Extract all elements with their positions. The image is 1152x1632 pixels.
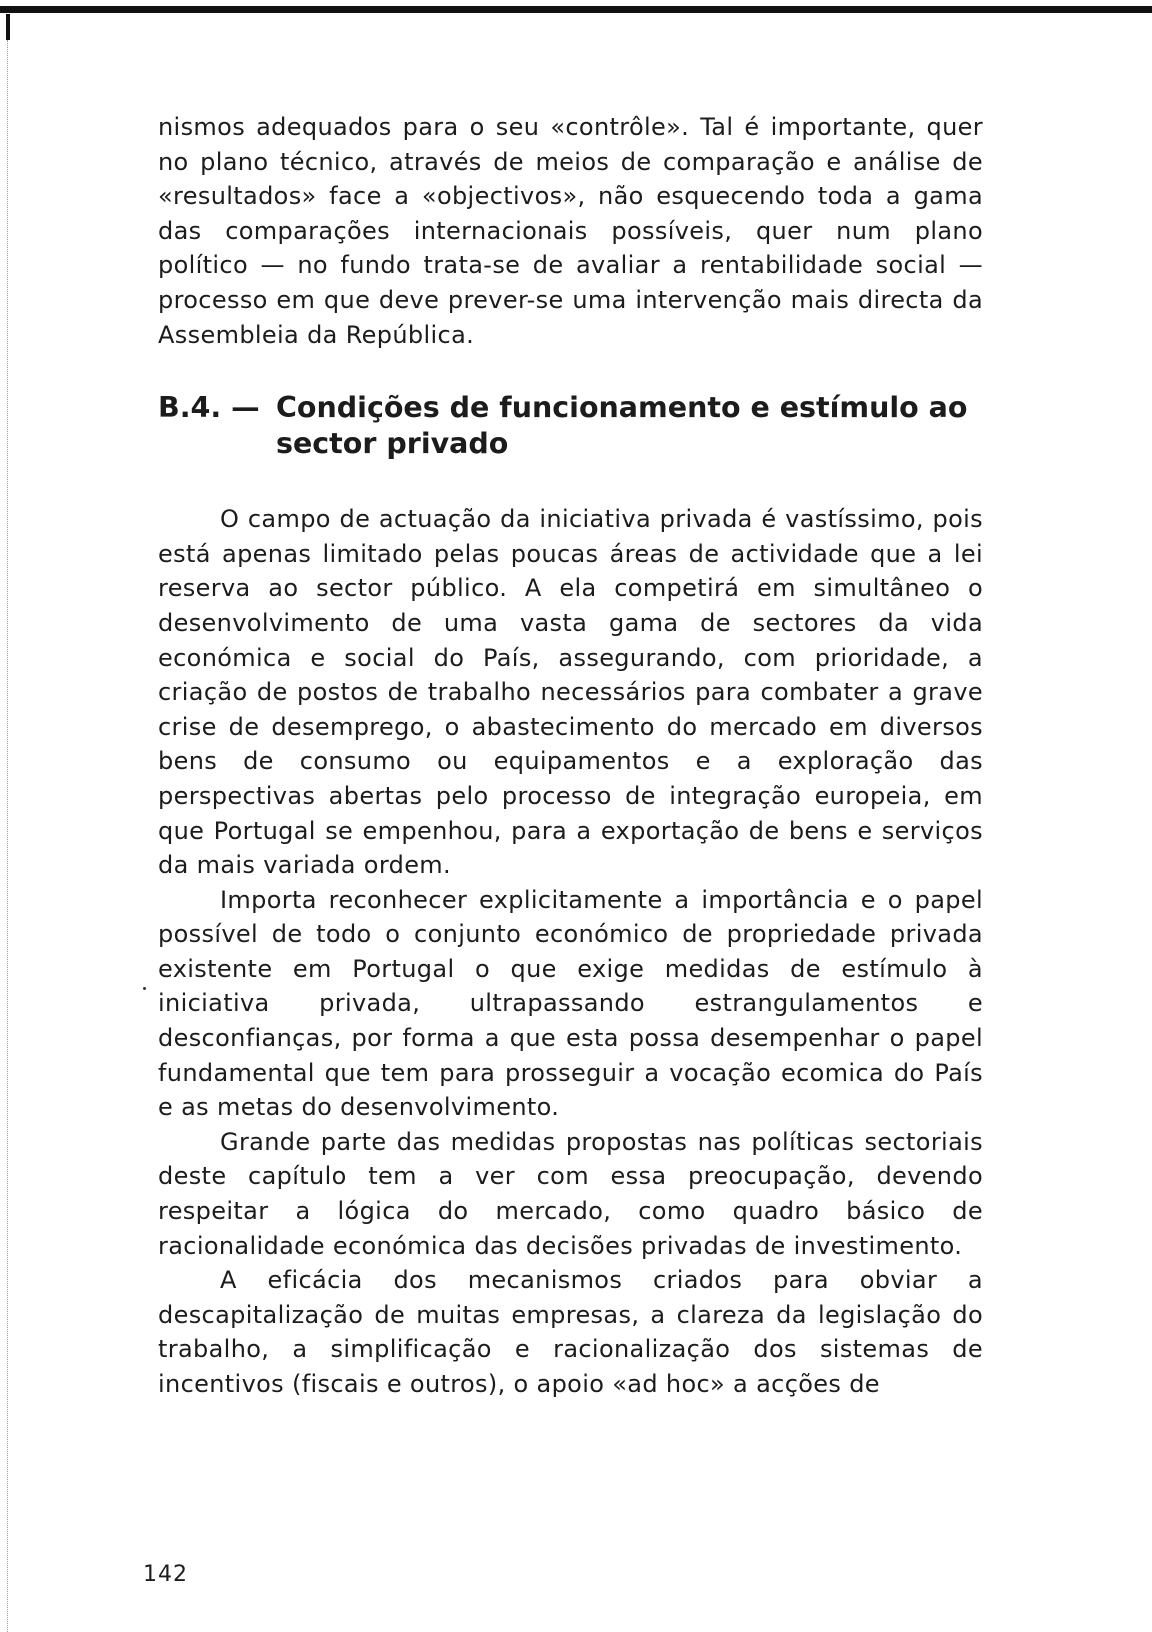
paragraph-continuation: nismos adequados para o seu «contrôle». Tal é importante, quer no plano técnico, através de meios de comparação e análise de «resultados» face a «objectivos», não esquecendo toda a gama das comparações internacionais possíveis, quer num plano político — no fundo trata-se de avaliar a rentabilidade social — processo em que deve prever-se uma intervenção mais directa da Assembleia da República. — [158, 113, 983, 349]
scan-stray-dot — [143, 987, 146, 990]
paragraph: O campo de actuação da iniciativa privada é vastíssimo, pois está apenas limitado pelas poucas áreas de actividade que a lei reserva ao sector público. A ela competirá em simultâneo o desenvolvimento de uma vasta gama de sectores da vida económica e social do País, assegurando, com prioridade, a criação de postos de trabalho necessários para combater a grave crise de desemprego, o abastecimento do mercado em diversos bens de consumo ou equipamentos e a exploração das perspectivas abertas pelo processo de integração europeia, em que Portugal se empenhou, para a exportação de bens e serviços da mais variada ordem. — [158, 505, 983, 880]
page-number: 142 — [143, 1562, 188, 1587]
scan-left-mark — [6, 14, 10, 40]
paragraph: Importa reconhecer explicitamente a importância e o papel possível de todo o conjunto económico de propriedade privada existente em Portugal o que exige medidas de estímulo à iniciativa privada, ultrapassando estrangulamentos e desconfianças, por forma a que esta possa desempenhar o papel fundamental que tem para prosseguir a vocação ecomica do País e as metas do desenvolvimento. — [158, 885, 983, 1122]
scan-top-border — [0, 6, 1152, 13]
section-heading — [158, 390, 983, 462]
scan-left-edge — [7, 40, 8, 1632]
paragraph: A eficácia dos mecanismos criados para obviar a descapitalização de muitas empresas, a clareza da legislação do trabalho, a simplificação e racionalização dos sistemas de incentivos (fiscais e outros), o apoio «ad hoc» a acções de — [158, 1266, 983, 1398]
paragraph: Grande parte das medidas propostas nas políticas sectoriais deste capítulo tem a ver com essa preocupação, devendo respeitar a lógica do mercado, como quadro básico de racionalidade económica das decisões privadas de investimento. — [158, 1127, 983, 1260]
section-number: B.4. — — [158, 391, 260, 425]
page-content — [158, 110, 983, 1402]
section-title: Condições de funcionamento e estímulo ao sector privado — [276, 391, 968, 461]
